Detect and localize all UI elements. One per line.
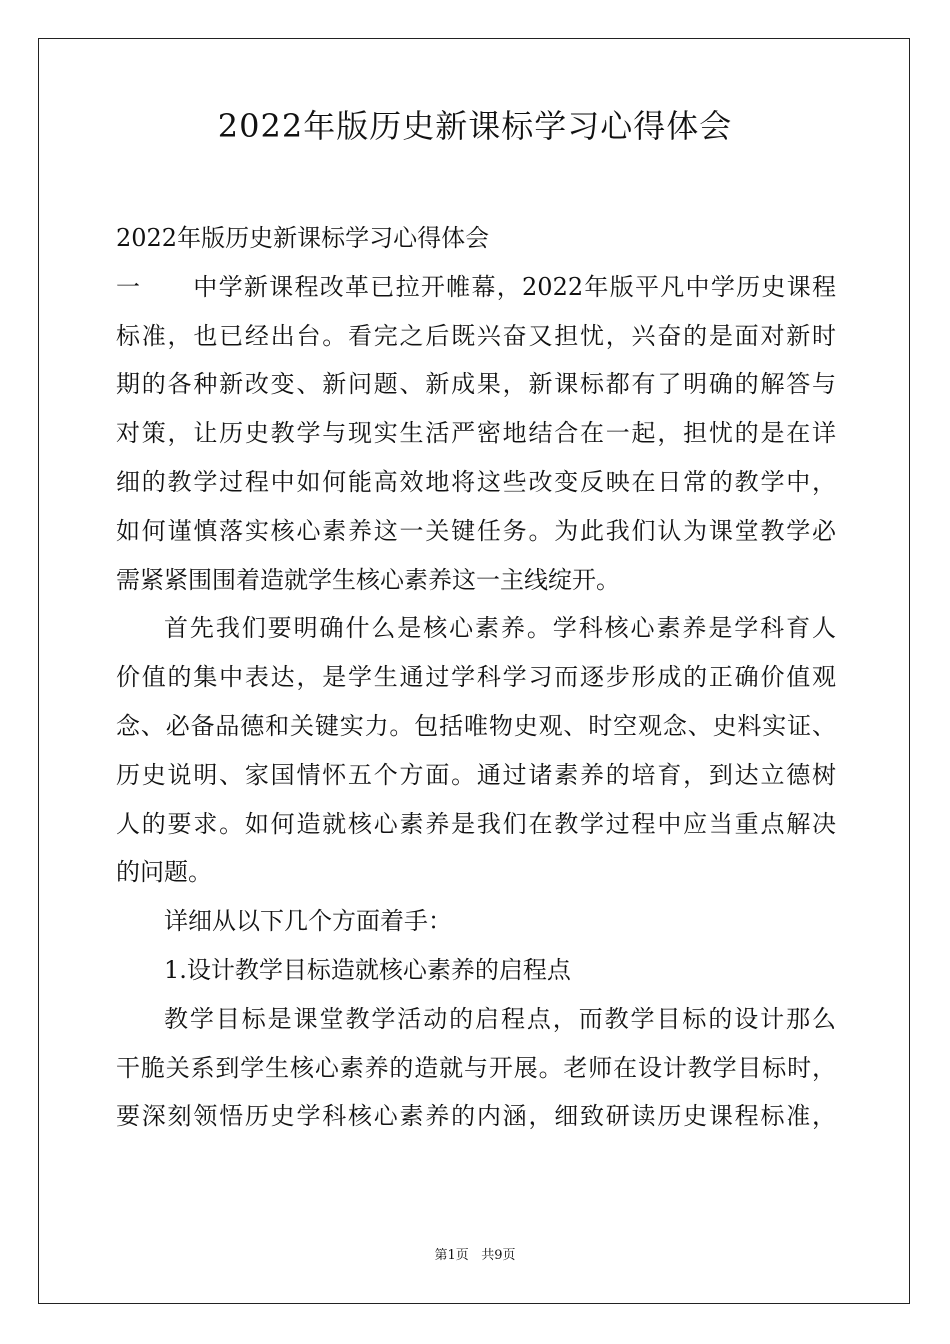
paragraph-1-line-4: 对策，让历史教学与现实生活严密地结合在一起，担忧的是在详	[116, 419, 836, 448]
paragraph-5	[116, 995, 836, 1141]
document-title: 2022年版历史新课标学习心得体会	[217, 107, 733, 145]
paragraph-2-line-6: 的问题。	[116, 858, 212, 887]
paragraph-1-line-7: 需紧紧围围着造就学生核心素养这一主线绽开。	[116, 565, 620, 594]
page-footer	[38, 1246, 912, 1266]
paragraph-1-line-2: 标准，也已经出台。看完之后既兴奋又担忧，兴奋的是面对新时	[116, 321, 836, 350]
paragraph-1-line-5: 细的教学过程中如何能高效地将这些改变反映在日常的教学中，	[116, 467, 836, 496]
paragraph-1	[116, 263, 836, 605]
paragraph-1-line-1	[116, 263, 836, 312]
document-body	[116, 214, 836, 1141]
paragraph-5-line-3: 要深刻领悟历史学科核心素养的内涵，细致研读历史课程标准，	[116, 1102, 836, 1131]
paragraph-2-line-4: 历史说明、家国情怀五个方面。通过诸素养的培育，到达立德树	[116, 760, 836, 789]
paragraph-2-line-1: 首先我们要明确什么是核心素养。学科核心素养是学科育人	[164, 614, 836, 643]
paragraph-2-line-2: 价值的集中表达，是学生通过学科学习而逐步形成的正确价值观	[116, 663, 836, 692]
page-number: 第1页	[434, 1248, 469, 1263]
paragraph-1-line-6: 如何谨慎落实核心素养这一关键任务。为此我们认为课堂教学必	[116, 516, 836, 545]
section-marker: 一	[116, 272, 140, 301]
paragraph-3	[116, 897, 836, 946]
paragraph-2-line-3: 念、必备品德和关键实力。包括唯物史观、时空观念、史料实证、	[116, 711, 836, 740]
paragraph-4	[116, 946, 836, 995]
subtitle-line	[116, 214, 836, 263]
page-total: 共9页	[481, 1248, 516, 1263]
subtitle: 2022年版历史新课标学习心得体会	[116, 224, 490, 252]
paragraph-5-line-1: 教学目标是课堂教学活动的启程点，而教学目标的设计那么	[164, 1004, 836, 1033]
paragraph-2-line-5: 人的要求。如何造就核心素养是我们在教学过程中应当重点解决	[116, 809, 836, 838]
paragraph-4-line-1: 1.设计教学目标造就核心素养的启程点	[164, 955, 571, 984]
paragraph-3-line-1: 详细从以下几个方面着手：	[164, 907, 452, 936]
paragraph-1-line-3: 期的各种新改变、新问题、新成果，新课标都有了明确的解答与	[116, 370, 836, 399]
paragraph-1-line-1-text: 中学新课程改革已拉开帷幕，2022年版平凡中学历史课程	[192, 272, 836, 301]
paragraph-2	[116, 604, 836, 897]
paragraph-5-line-2: 干脆关系到学生核心素养的造就与开展。老师在设计教学目标时，	[116, 1053, 836, 1082]
